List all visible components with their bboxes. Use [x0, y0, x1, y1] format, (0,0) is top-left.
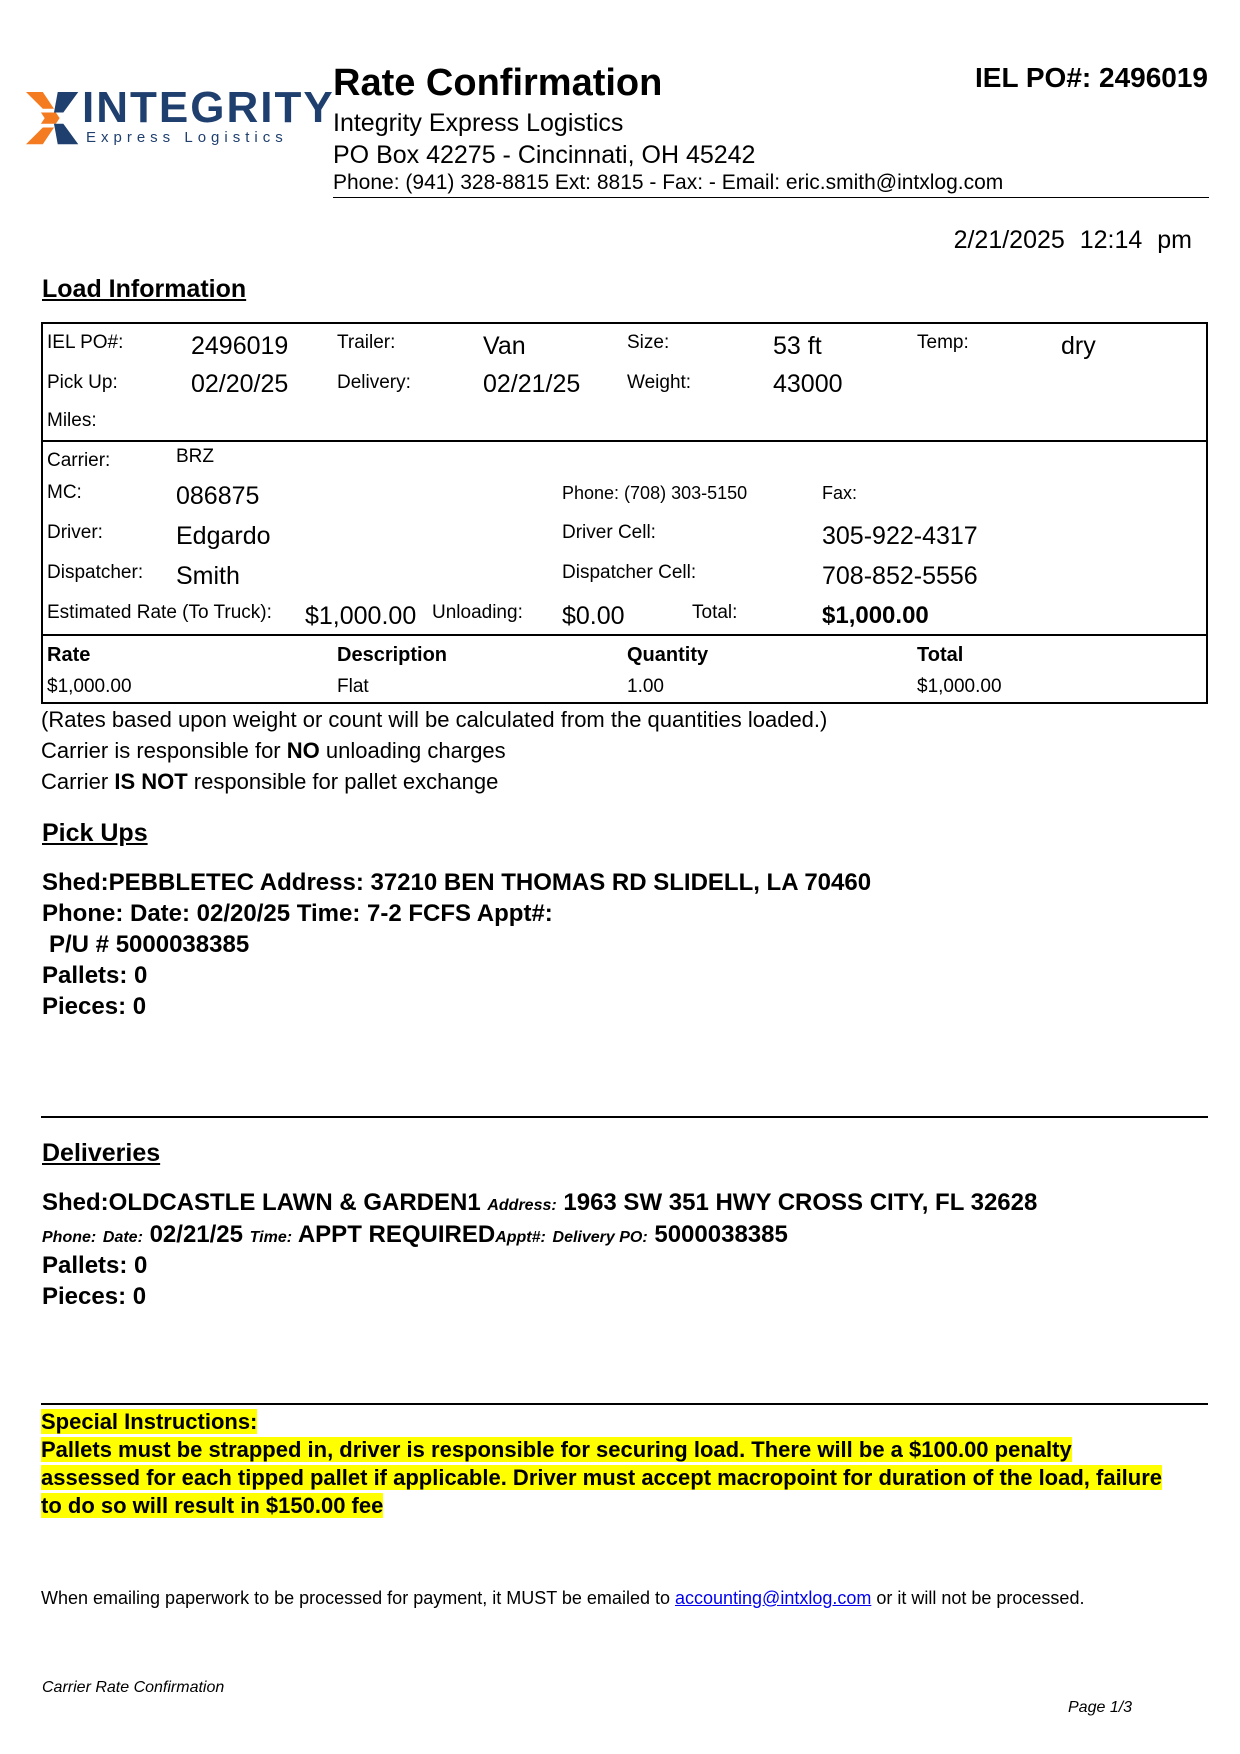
header-divider	[333, 197, 1209, 198]
quantity-cell: 1.00	[627, 676, 664, 697]
temp-value: dry	[1061, 332, 1096, 360]
driver-cell-value: 305-922-4317	[822, 522, 978, 550]
pickup-shed-address: Shed:PEBBLETEC Address: 37210 BEN THOMAS RD SLIDELL, LA 70460	[42, 869, 872, 896]
quantity-col-header: Quantity	[627, 644, 709, 666]
po-label: IEL PO#:	[47, 332, 124, 353]
estimated-rate-value: $1,000.00	[305, 602, 417, 630]
carrier-box	[41, 440, 1208, 636]
po-value: 2496019	[191, 332, 289, 360]
rates-note: (Rates based upon weight or count will be calculated from the quantities loaded.)	[41, 707, 828, 732]
pickup-label: Pick Up:	[47, 372, 118, 393]
rate-table	[41, 634, 1208, 704]
pickup-number: P/U # 5000038385	[49, 931, 250, 958]
dispatcher-label: Dispatcher:	[47, 562, 144, 583]
weight-label: Weight:	[627, 372, 692, 393]
delivery-po-label: Delivery PO:	[552, 1229, 648, 1246]
size-label: Size:	[627, 332, 670, 353]
delivery-shed: Shed:OLDCASTLE LAWN & GARDEN1	[42, 1189, 481, 1216]
deliveries-heading: Deliveries	[42, 1139, 161, 1167]
load-information-heading: Load Information	[42, 275, 247, 303]
logo-wordmark: INTEGRITY	[82, 83, 335, 132]
page-number: Page 1/3	[1068, 1699, 1133, 1716]
delivery-pallets: Pallets: 0	[42, 1252, 148, 1279]
driver-cell-label: Driver Cell:	[562, 522, 656, 543]
special-instructions	[41, 1408, 1211, 1520]
unloading-note-emphasis: NO	[286, 738, 320, 763]
load-info-box	[41, 322, 1208, 442]
delivery-address: 1963 SW 351 HWY CROSS CITY, FL 32628	[563, 1189, 1038, 1216]
delivery-date-value: 02/21/25	[149, 1221, 243, 1248]
payment-instructions-post: or it will not be processed.	[871, 1588, 1085, 1608]
total-col-header: Total	[917, 644, 964, 666]
dispatcher-name: Smith	[176, 562, 240, 590]
accounting-email-link[interactable]: accounting@intxlog.com	[674, 1588, 872, 1608]
delivery-pieces: Pieces: 0	[42, 1283, 147, 1310]
rate-cell: $1,000.00	[47, 676, 132, 697]
temp-label: Temp:	[917, 332, 969, 353]
pallet-note	[41, 769, 498, 795]
driver-name: Edgardo	[176, 522, 271, 550]
fax-label: Fax:	[822, 483, 858, 503]
special-instructions-line: Pallets must be strapped in, driver is responsible for securing load. There will be a $100.00 penalty	[41, 1437, 1072, 1462]
delivery-date: 02/21/25	[483, 370, 581, 398]
pickup-pieces: Pieces: 0	[42, 993, 147, 1020]
print-timestamp	[954, 226, 1192, 254]
pickup-pallets: Pallets: 0	[42, 962, 148, 989]
description-cell: Flat	[337, 676, 369, 697]
size-value: 53 ft	[773, 332, 822, 360]
pallet-note-post: responsible for pallet exchange	[187, 769, 499, 794]
company-contact: Phone: (941) 328-8815 Ext: 8815 - Fax: - Email: eric.smith@intxlog.com	[333, 171, 1004, 194]
total-value: $1,000.00	[822, 602, 929, 629]
pickup-phone-date-time: Phone: Date: 02/20/25 Time: 7-2 FCFS Appt#:	[42, 900, 553, 927]
pickup-date: 02/20/25	[191, 370, 289, 398]
pickups-heading: Pick Ups	[42, 819, 148, 847]
miles-label: Miles:	[47, 410, 97, 431]
carrier-phone: Phone: (708) 303-5150	[562, 483, 748, 503]
delivery-appt-label: Appt#:	[495, 1229, 546, 1246]
unloading-note-pre: Carrier is responsible for	[41, 738, 287, 763]
weight-value: 43000	[773, 370, 843, 398]
special-instructions-line: to do so will result in $150.00 fee	[41, 1493, 384, 1518]
print-date: 2/21/2025	[953, 226, 1065, 254]
mc-label: MC:	[47, 482, 82, 503]
carrier-value: BRZ	[176, 446, 214, 467]
unloading-value: $0.00	[562, 602, 625, 630]
trailer-value: Van	[483, 332, 526, 360]
dispatcher-cell-value: 708-852-5556	[822, 562, 978, 590]
unloading-label: Unloading:	[432, 602, 523, 623]
section-divider	[41, 1116, 1208, 1118]
rate-col-header: Rate	[47, 644, 91, 666]
driver-label: Driver:	[47, 522, 103, 543]
delivery-date-label: Date:	[102, 1229, 143, 1246]
delivery-phone-date-time	[42, 1220, 788, 1253]
description-col-header: Description	[337, 644, 448, 666]
company-name: Integrity Express Logistics	[333, 109, 624, 137]
pallet-note-pre: Carrier	[41, 769, 115, 794]
page-title: Rate Confirmation	[333, 62, 663, 104]
payment-instructions-pre: When emailing paperwork to be processed for payment, it MUST be emailed to	[41, 1588, 675, 1608]
unloading-note-post: unloading charges	[319, 738, 506, 763]
delivery-address-label: Address:	[487, 1197, 557, 1214]
document-name: Carrier Rate Confirmation	[42, 1679, 225, 1696]
special-instructions-heading: Special Instructions:	[41, 1409, 258, 1434]
header-po-number: IEL PO#: 2496019	[975, 62, 1208, 93]
special-instructions-line: assessed for each tipped pallet if applicable. Driver must accept macropoint for duration of the load, failure	[41, 1465, 1163, 1490]
delivery-phone-label: Phone:	[42, 1229, 97, 1246]
delivery-shed-address	[42, 1188, 1037, 1221]
special-divider	[41, 1403, 1208, 1405]
delivery-time-label: Time:	[249, 1229, 293, 1246]
total-label: Total:	[692, 602, 738, 623]
delivery-time-value: APPT REQUIRED	[297, 1221, 496, 1248]
delivery-label: Delivery:	[337, 372, 411, 393]
print-time: 12:14 pm	[1079, 226, 1192, 254]
mc-value: 086875	[176, 482, 260, 510]
delivery-po-value: 5000038385	[654, 1221, 788, 1248]
dispatcher-cell-label: Dispatcher Cell:	[562, 562, 697, 583]
unloading-note	[41, 738, 506, 764]
estimated-rate-label: Estimated Rate (To Truck):	[47, 602, 272, 623]
payment-instructions	[41, 1587, 1084, 1609]
company-logo-mark	[24, 92, 84, 148]
logo-tagline: Express Logistics	[86, 129, 288, 146]
company-address: PO Box 42275 - Cincinnati, OH 45242	[333, 141, 756, 169]
pallet-note-emphasis: IS NOT	[114, 769, 188, 794]
trailer-label: Trailer:	[337, 332, 396, 353]
carrier-label: Carrier:	[47, 450, 111, 471]
total-cell: $1,000.00	[917, 676, 1002, 697]
